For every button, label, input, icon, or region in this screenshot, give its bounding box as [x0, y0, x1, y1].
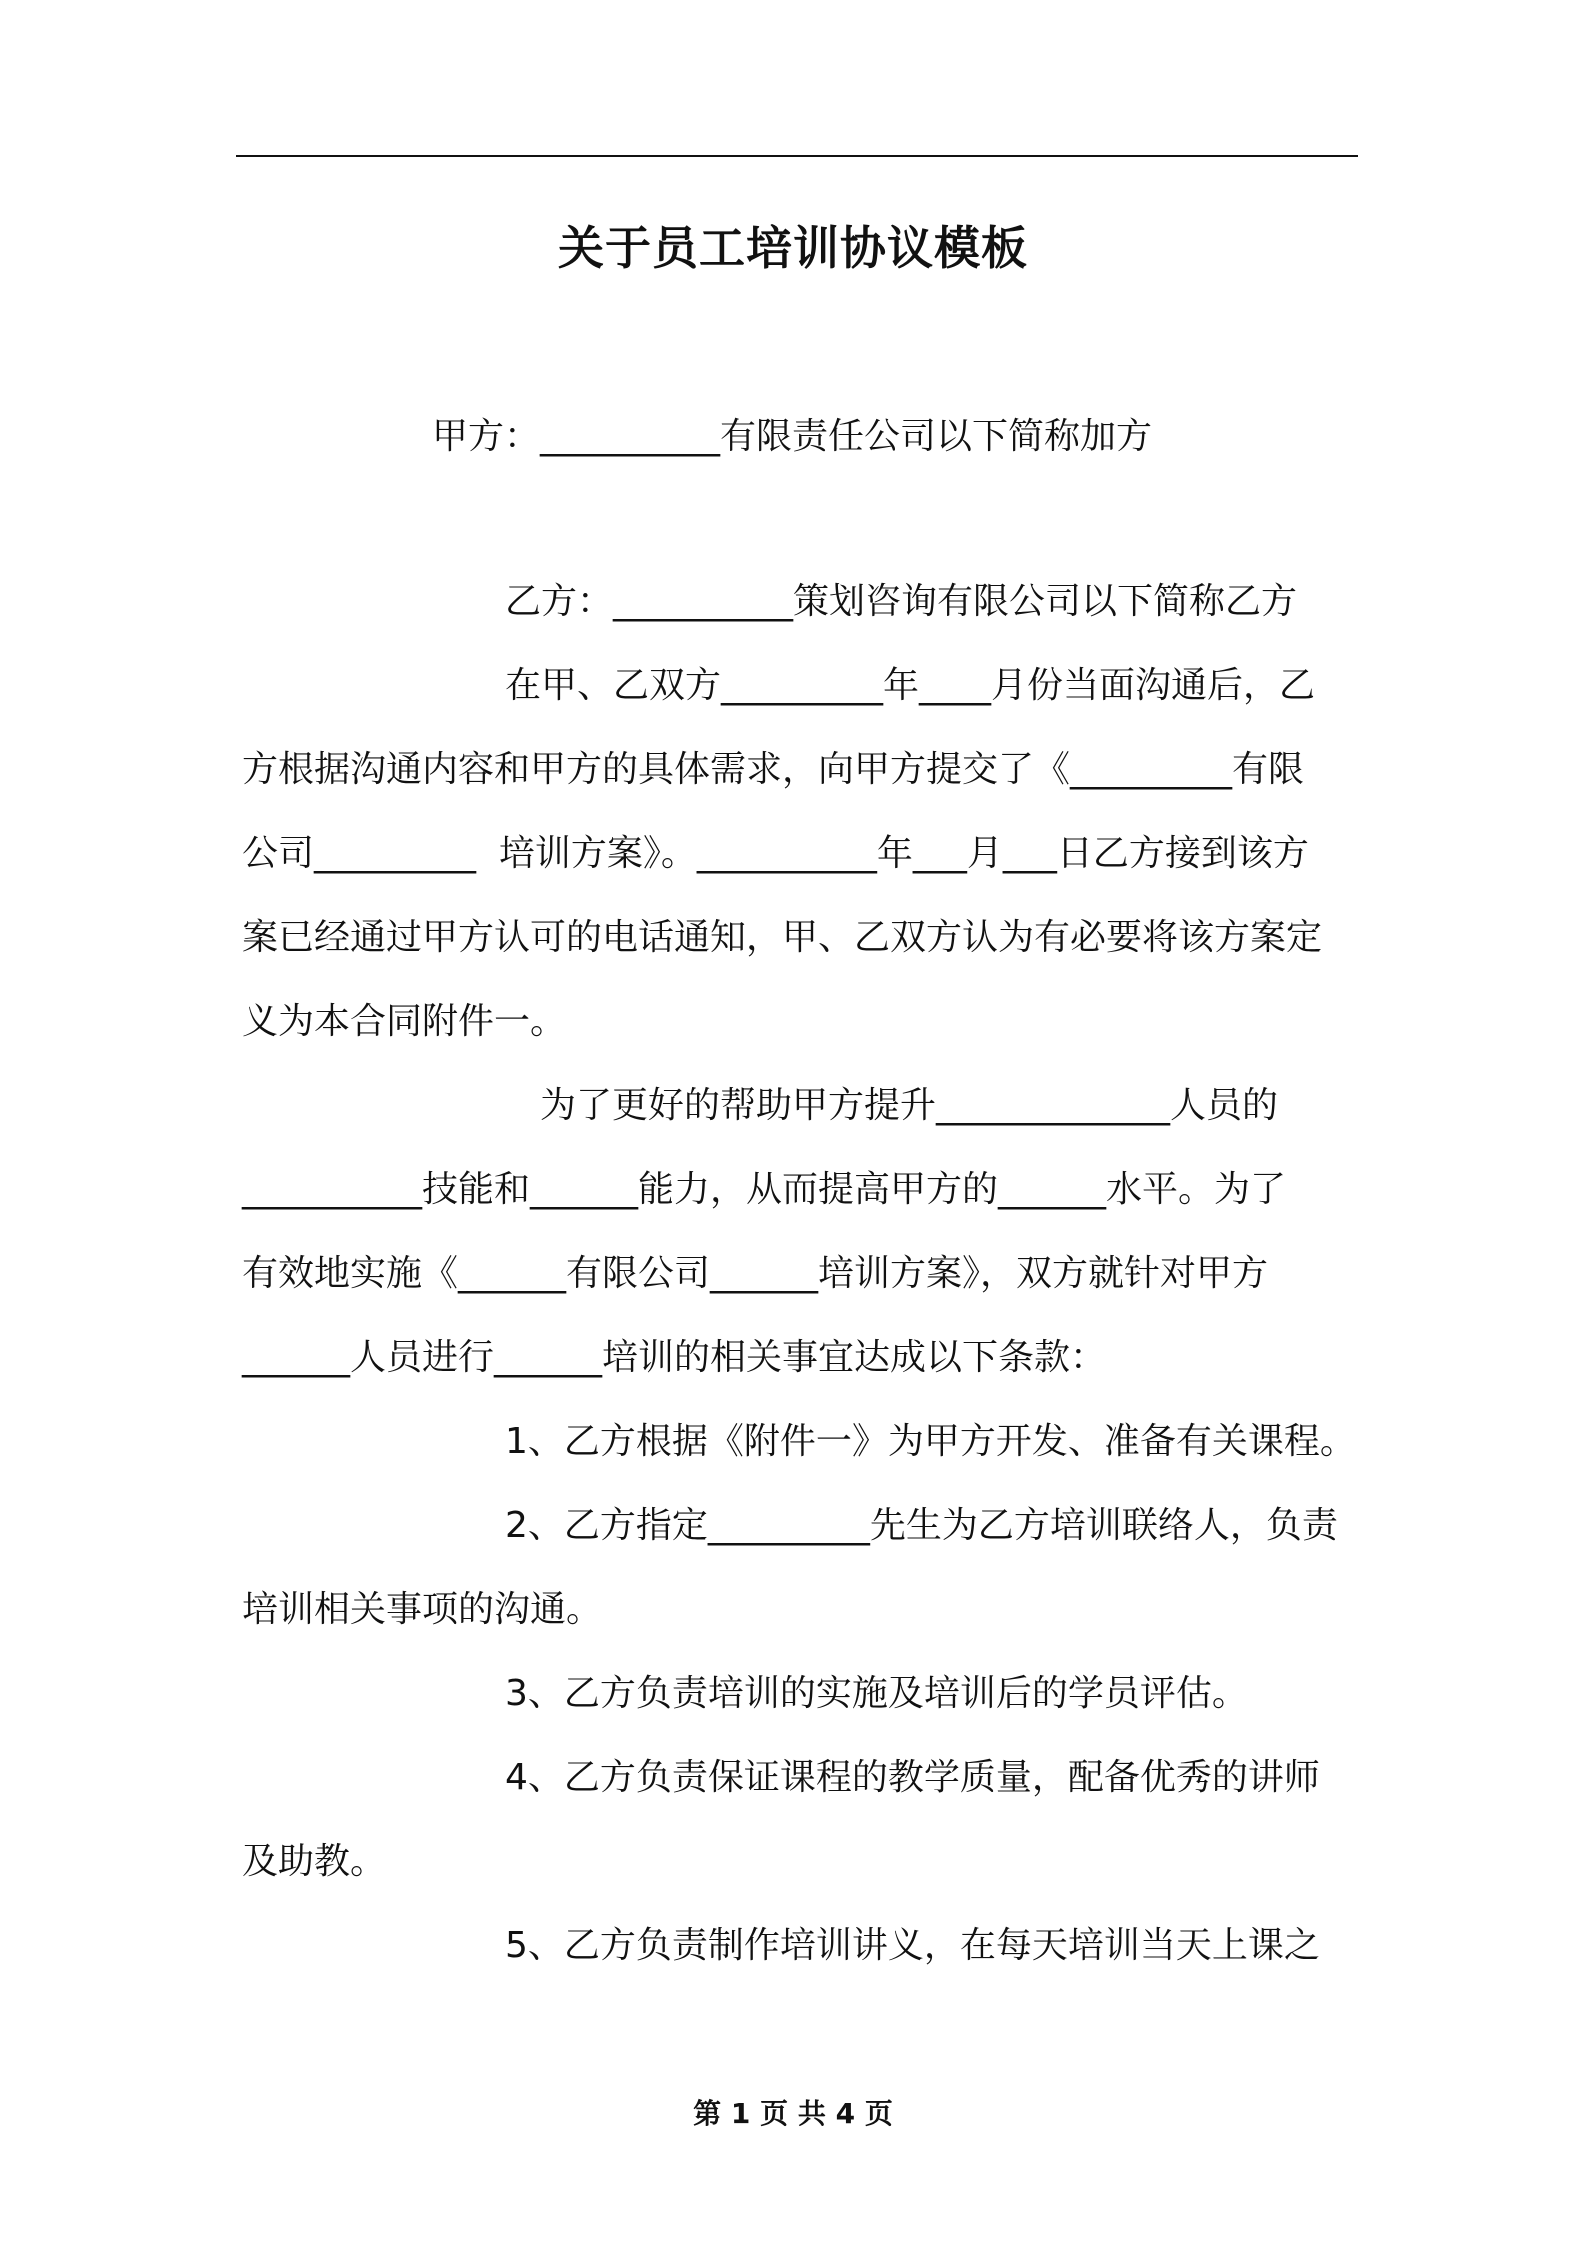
clause-1: 1、乙方根据《附件一》为甲方开发、准备有关课程。 — [505, 1421, 1356, 1462]
document-title: 关于员工培训协议模板 — [558, 221, 1028, 275]
header-rule — [236, 155, 1358, 157]
page-number: 第 1 页 共 4 页 — [693, 2097, 893, 2130]
clause-2: 2、乙方指定_________先生为乙方培训联络人，负责 — [505, 1505, 1338, 1546]
clause-5: 5、乙方负责制作培训讲义，在每天培训当天上课之 — [505, 1925, 1320, 1966]
paragraph-line: 在甲、乙双方_________年____月份当面沟通后，乙 — [505, 665, 1316, 706]
paragraph-line: 公司_________ 培训方案》。__________年___月___日乙方接到该方 — [242, 833, 1309, 874]
paragraph-line: 方根据沟通内容和甲方的具体需求，向甲方提交了《_________有限 — [242, 749, 1305, 790]
party-a-line: 甲方：__________有限责任公司以下简称加方 — [432, 416, 1153, 457]
paragraph-line: 有效地实施《______有限公司______培训方案》，双方就针对甲方 — [242, 1253, 1269, 1294]
clause-4-continued: 及助教。 — [242, 1841, 387, 1882]
paragraph-line: 为了更好的帮助甲方提升_____________人员的 — [540, 1085, 1279, 1126]
paragraph-line: 义为本合同附件一。 — [242, 1001, 567, 1042]
clause-2-continued: 培训相关事项的沟通。 — [242, 1589, 603, 1630]
clause-4: 4、乙方负责保证课程的教学质量，配备优秀的讲师 — [505, 1757, 1320, 1798]
paragraph-line: __________技能和______能力，从而提高甲方的______水平。为了 — [242, 1169, 1287, 1210]
party-b-line: 乙方：__________策划咨询有限公司以下简称乙方 — [505, 581, 1298, 622]
paragraph-line: 案已经通过甲方认可的电话通知，甲、乙双方认为有必要将该方案定 — [242, 917, 1323, 958]
paragraph-line: ______人员进行______培训的相关事宜达成以下条款： — [242, 1337, 1107, 1378]
clause-3: 3、乙方负责培训的实施及培训后的学员评估。 — [505, 1673, 1248, 1714]
